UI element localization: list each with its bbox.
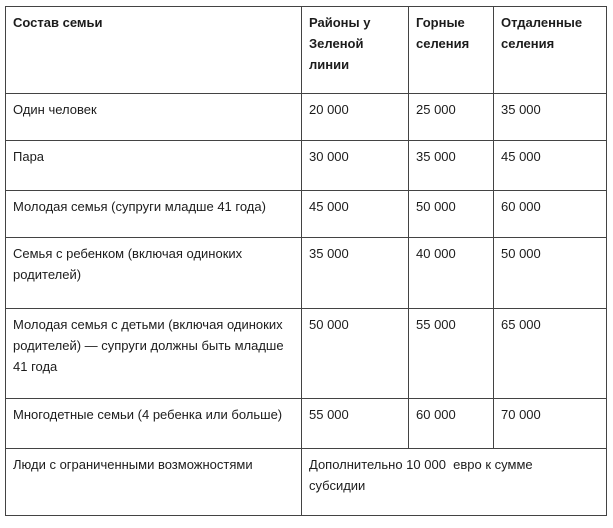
- amount-cell: 40 000: [409, 238, 494, 309]
- header-green-line-districts: Районы у Зеленой линии: [302, 7, 409, 94]
- family-type-cell: Люди с ограниченными возможностями: [6, 449, 302, 516]
- amount-cell: 70 000: [494, 399, 607, 449]
- table-row: [6, 191, 607, 238]
- header-remote-villages: Отдаленные селения: [494, 7, 607, 94]
- header-family-composition: Состав семьи: [6, 7, 302, 94]
- table-row: [6, 399, 607, 449]
- family-type-cell: Молодая семья (супруги младше 41 года): [6, 191, 302, 238]
- amount-cell: 35 000: [494, 94, 607, 141]
- table-row-disabled-persons: [6, 449, 607, 516]
- disabled-note-cell: [302, 449, 607, 516]
- amount-cell: 55 000: [409, 309, 494, 399]
- disabled-note-text: Дополнительно 10 000 евро к сумме субсидии: [309, 457, 537, 493]
- table-row: [6, 238, 607, 309]
- subsidy-table: [5, 6, 607, 516]
- table-row: [6, 94, 607, 141]
- amount-cell: 50 000: [494, 238, 607, 309]
- amount-cell: 55 000: [302, 399, 409, 449]
- table-row: [6, 309, 607, 399]
- amount-cell: 60 000: [494, 191, 607, 238]
- amount-cell: 60 000: [409, 399, 494, 449]
- table-row: [6, 141, 607, 191]
- amount-cell: 50 000: [409, 191, 494, 238]
- amount-cell: 25 000: [409, 94, 494, 141]
- header-row: [6, 7, 607, 94]
- amount-cell: 45 000: [494, 141, 607, 191]
- amount-cell: 35 000: [409, 141, 494, 191]
- family-type-cell: Молодая семья с детьми (включая одиноких родителей) — супруги должны быть младше 41 года: [6, 309, 302, 399]
- family-type-cell: Один человек: [6, 94, 302, 141]
- header-mountain-villages: Горные селения: [409, 7, 494, 94]
- amount-cell: 30 000: [302, 141, 409, 191]
- amount-cell: 50 000: [302, 309, 409, 399]
- family-type-cell: Семья с ребенком (включая одиноких родителей): [6, 238, 302, 309]
- family-type-cell: Многодетные семьи (4 ребенка или больше): [6, 399, 302, 449]
- family-type-cell: Пара: [6, 141, 302, 191]
- amount-cell: 45 000: [302, 191, 409, 238]
- amount-cell: 65 000: [494, 309, 607, 399]
- amount-cell: 20 000: [302, 94, 409, 141]
- amount-cell: 35 000: [302, 238, 409, 309]
